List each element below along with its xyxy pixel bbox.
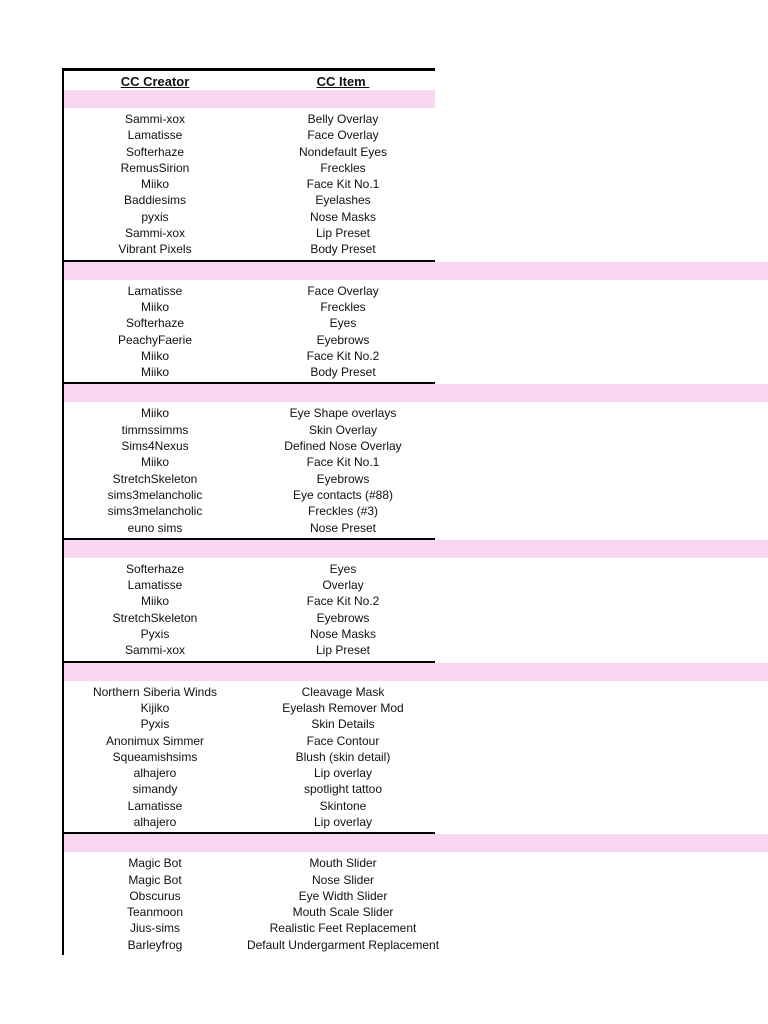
cc-group [62, 108, 435, 262]
table-row [64, 454, 435, 470]
creator-cell: Miiko [140, 365, 169, 380]
table-row [64, 315, 435, 331]
creator-cell: Sammi-xox [124, 112, 185, 126]
item-cell: Eyes [329, 316, 357, 331]
creator-cell: Jius-sims [130, 921, 180, 936]
table-row [64, 937, 440, 953]
table-row [64, 364, 435, 380]
item-cell: Eyes [329, 561, 357, 576]
item-cell: Freckles [320, 160, 366, 175]
creator-cell: Softerhaze [125, 316, 185, 331]
item-cell: Realistic Feet Replacement [269, 921, 417, 936]
table-row [64, 593, 435, 609]
cc-groups [62, 90, 768, 955]
group-separator-band [62, 262, 768, 280]
table-row [64, 781, 435, 797]
creator-cell: Miiko [140, 348, 169, 363]
table-row [64, 626, 435, 642]
creator-cell: euno sims [127, 520, 183, 535]
item-cell: Face Kit No.1 [306, 177, 380, 192]
item-cell: Face Kit No.1 [306, 455, 380, 470]
spreadsheet [62, 68, 768, 955]
item-cell: Freckles [320, 299, 366, 314]
table-row [64, 642, 435, 658]
item-cell: Lip overlay [313, 766, 373, 781]
item-column-header: CC Item [316, 74, 370, 89]
creator-cell: Miiko [140, 177, 169, 192]
creator-cell: StretchSkeleton [112, 471, 198, 486]
item-cell: Skintone [319, 798, 367, 813]
creator-cell: alhajero [133, 766, 177, 781]
table-row [64, 716, 435, 732]
item-cell: Face Overlay [307, 283, 379, 298]
table-row [64, 561, 435, 577]
table-row [64, 749, 435, 765]
table-row [64, 299, 435, 315]
group-separator-band [62, 663, 768, 681]
item-cell: Skin Details [311, 717, 375, 732]
cc-group [62, 681, 435, 835]
item-cell: Lip overlay [313, 814, 373, 829]
creator-cell: Lamatisse [127, 283, 183, 298]
table-row [64, 209, 435, 225]
creator-cell: Magic Bot [128, 872, 182, 887]
item-cell: Eyebrows [316, 610, 370, 625]
item-cell: Freckles (#3) [307, 504, 378, 519]
creator-cell: Lamatisse [127, 128, 183, 143]
table-row [64, 283, 435, 299]
creator-cell: Northern Siberia Winds [92, 684, 218, 699]
item-cell: Eyebrows [316, 471, 370, 486]
creator-cell: Obscurus [129, 888, 181, 903]
table-row [64, 503, 435, 519]
cc-group [62, 558, 435, 663]
creator-cell: Miiko [140, 594, 169, 609]
creator-cell: Vibrant Pixels [118, 242, 192, 257]
table-row [64, 111, 435, 127]
table-row [64, 176, 435, 192]
creator-cell: PeachyFaerie [117, 332, 193, 347]
creator-cell: Sammi-xox [124, 643, 185, 658]
creator-cell: Pyxis [140, 627, 170, 642]
table-row [64, 127, 435, 143]
table-row [64, 872, 435, 888]
creator-column-header: CC Creator [120, 74, 190, 89]
item-cell: Mouth Scale Slider [292, 905, 394, 920]
item-cell: Lip Preset [315, 226, 371, 241]
table-row [64, 888, 435, 904]
item-cell: spotlight tattoo [303, 782, 383, 797]
creator-cell: Magic Bot [128, 856, 182, 871]
creator-cell: Lamatisse [127, 798, 183, 813]
item-cell: Nose Preset [309, 520, 377, 535]
item-cell: Eyelashes [315, 193, 371, 208]
table-row [64, 405, 435, 421]
item-cell: Face Overlay [307, 128, 379, 143]
item-cell: Mouth Slider [309, 856, 377, 871]
creator-cell: sims3melancholic [107, 504, 203, 519]
table-row [64, 814, 435, 830]
creator-cell: pyxis [141, 209, 169, 224]
item-cell: Cleavage Mask [301, 684, 385, 699]
table-row [64, 700, 435, 716]
creator-cell: alhajero [133, 814, 177, 829]
item-cell: Belly Overlay [307, 112, 379, 126]
table-row [64, 471, 435, 487]
table-row [64, 348, 435, 364]
item-cell: Nose Masks [309, 627, 377, 642]
item-cell: Face Kit No.2 [306, 594, 380, 609]
item-cell: Eyelash Remover Mod [282, 700, 404, 715]
table-row [64, 144, 435, 160]
table-row [64, 733, 435, 749]
item-cell: Eye Width Slider [298, 888, 388, 903]
group-separator-band [62, 90, 435, 108]
table-row [64, 684, 435, 700]
creator-cell: Miiko [140, 299, 169, 314]
item-cell: Skin Overlay [308, 422, 378, 437]
cc-group [62, 280, 435, 385]
item-cell: Face Kit No.2 [306, 348, 380, 363]
item-cell: Default Undergarment Replacement [246, 937, 440, 952]
table-row [64, 192, 435, 208]
creator-cell: Sims4Nexus [121, 439, 189, 454]
item-cell: Eye Shape overlays [289, 406, 397, 421]
creator-cell: Miiko [140, 406, 169, 421]
creator-cell: timmssimms [121, 422, 189, 437]
group-separator-band [62, 384, 768, 402]
table-row [64, 904, 435, 920]
creator-cell: simandy [132, 782, 178, 797]
creator-cell: sims3melancholic [107, 487, 203, 502]
item-cell: Eyebrows [316, 332, 370, 347]
item-cell: Nose Slider [311, 872, 375, 887]
item-cell: Nose Masks [309, 209, 377, 224]
creator-cell: Kijiko [140, 700, 170, 715]
item-cell: Blush (skin detail) [295, 749, 391, 764]
creator-cell: Miiko [140, 455, 169, 470]
creator-cell: Lamatisse [127, 578, 183, 593]
group-separator-band [62, 540, 768, 558]
cc-group [62, 852, 440, 955]
table-row [64, 225, 435, 241]
table-row [64, 610, 435, 626]
table-row [64, 422, 435, 438]
creator-cell: Pyxis [140, 717, 170, 732]
table-row [64, 160, 435, 176]
creator-cell: Anonimux Simmer [105, 733, 205, 748]
table-row [64, 798, 435, 814]
table-row [64, 920, 435, 936]
item-cell: Nondefault Eyes [298, 144, 388, 159]
item-cell: Overlay [322, 578, 364, 593]
creator-cell: Teanmoon [126, 905, 184, 920]
table-row [64, 577, 435, 593]
creator-cell: Squeamishsims [112, 749, 198, 764]
table-row [64, 487, 435, 503]
creator-cell: RemusSirion [120, 160, 190, 175]
table-row [64, 438, 435, 454]
table-row [64, 241, 435, 257]
table-row [64, 855, 435, 871]
table-row [64, 765, 435, 781]
creator-cell: StretchSkeleton [112, 610, 198, 625]
table-row [64, 332, 435, 348]
group-separator-band [62, 834, 768, 852]
creator-cell: Softerhaze [125, 561, 185, 576]
creator-cell: Barleyfrog [127, 937, 183, 952]
creator-cell: Softerhaze [125, 144, 185, 159]
creator-cell: Sammi-xox [124, 226, 185, 241]
item-cell: Body Preset [310, 365, 376, 380]
creator-cell: Baddiesims [123, 193, 187, 208]
table-row [64, 520, 435, 536]
item-cell: Face Contour [306, 733, 380, 748]
item-cell: Body Preset [310, 242, 376, 257]
header-row [62, 68, 435, 90]
item-cell: Lip Preset [315, 643, 371, 658]
cc-group [62, 402, 435, 539]
item-cell: Defined Nose Overlay [284, 439, 402, 454]
item-cell: Eye contacts (#88) [292, 487, 394, 502]
